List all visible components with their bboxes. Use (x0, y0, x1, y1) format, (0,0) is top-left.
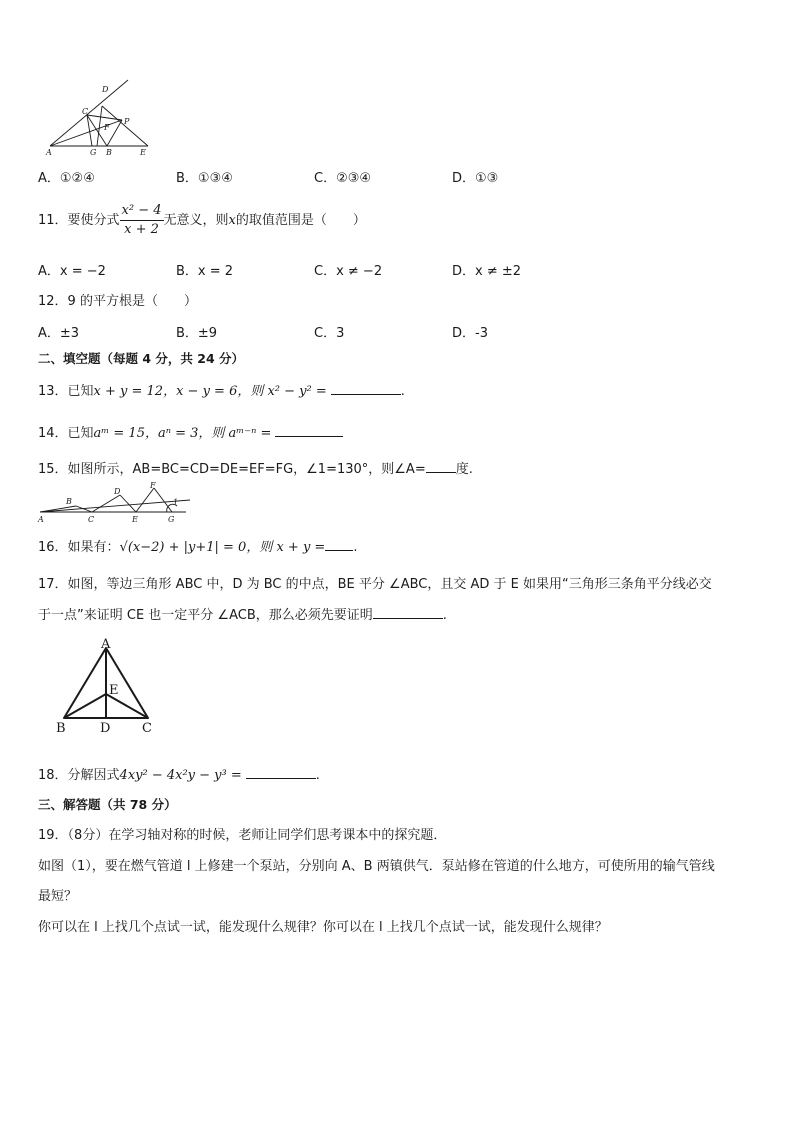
q15-label-c: C (88, 515, 95, 524)
q11-stem (38, 201, 366, 241)
q16-suffix: . (353, 540, 358, 555)
q16-prefix: 16．如果有： (38, 540, 120, 555)
q10-label-p: P (124, 117, 130, 126)
q15-label-f: F (150, 481, 156, 490)
q16-expr: √(x−2) + |y+1| = 0，则 x + y = (119, 540, 326, 555)
q11-denominator: x + 2 (124, 222, 159, 237)
q19-line4: 你可以在 l 上找几个点试一试，能发现什么规律？你可以在 l 上找几个点试一试，能发现什么规律？ (38, 920, 608, 935)
q10-label-a: A (46, 148, 52, 157)
q10-figure (40, 78, 160, 158)
q11-option-d: D．x ≠ ±2 (452, 264, 522, 279)
q17-line2-wrap (38, 604, 447, 623)
q17-figure (54, 636, 164, 736)
q10-label-c: C (82, 107, 89, 116)
q15 (38, 458, 473, 477)
q15-label-g: G (168, 515, 175, 524)
q10-option-a: A．①②④ (38, 171, 95, 186)
q10-option-b: B．①③④ (176, 171, 233, 186)
q17-label-a: A (101, 637, 111, 652)
q16-answer-blank[interactable] (325, 538, 353, 551)
q13 (38, 380, 405, 399)
q17-label-b: B (56, 721, 66, 736)
q13-answer-blank[interactable] (331, 382, 401, 395)
q12-option-d: D．-3 (452, 326, 488, 341)
q18-expr: 4xy² − 4x²y − y³ = (119, 768, 242, 783)
q15-label-d: D (114, 487, 121, 496)
q13-expr: x + y = 12，x − y = 6，则 x² − y² = (93, 384, 327, 399)
q10-label-d: D (102, 85, 109, 94)
q11-option-a: A．x = −2 (38, 264, 106, 279)
q11-fraction (120, 202, 164, 239)
q19-line1: 19．（8分）在学习轴对称的时候，老师让同学们思考课本中的探究题． (38, 828, 447, 843)
q15-figure (36, 480, 196, 526)
q11-numerator: x² − 4 (120, 202, 164, 221)
q17-line1: 17．如图，等边三角形 ABC 中，D 为 BC 的中点，BE 平分 ∠ABC，且交 AD 于 E 如果用“三角形三条角平分线必交 (38, 577, 712, 592)
q17-label-e: E (109, 683, 119, 698)
q11-var: x (228, 213, 236, 228)
q11-stem-rest-1: 无意义，则 (163, 213, 229, 228)
q14-prefix: 14．已知 (38, 426, 94, 441)
q15-label-1: 1 (173, 498, 179, 507)
q15-answer-blank[interactable] (426, 460, 456, 473)
q18-suffix: . (315, 768, 320, 783)
q10-label-g: G (90, 148, 97, 157)
q10-label-f: F (104, 123, 110, 132)
q12-stem: 12．9 的平方根是（ ） (38, 294, 197, 309)
q10-label-b: B (106, 148, 112, 157)
q17-suffix: . (442, 608, 447, 623)
q10-label-e: E (140, 148, 146, 157)
q15-suffix: 度. (455, 462, 473, 477)
q18-answer-blank[interactable] (246, 766, 316, 779)
q13-suffix: . (400, 384, 405, 399)
q19-line3: 最短？ (38, 889, 78, 904)
section-3-heading: 三、解答题（共 78 分） (38, 797, 177, 812)
q11-option-c: C．x ≠ −2 (314, 264, 383, 279)
q12-option-a: A．±3 (38, 326, 80, 341)
q12-option-c: C．3 (314, 326, 345, 341)
q15-label-b: B (66, 497, 72, 506)
q14 (38, 422, 343, 441)
q16 (38, 536, 357, 555)
q17-line2: 于一点”来证明 CE 也一定平分 ∠ACB，那么必须先要证明 (38, 608, 373, 623)
q13-prefix: 13．已知 (38, 384, 94, 399)
q17-label-d: D (100, 721, 111, 736)
q17-label-c: C (142, 721, 152, 736)
q11-option-b: B．x = 2 (176, 264, 234, 279)
q15-label-a: A (38, 515, 44, 524)
q17-answer-blank[interactable] (373, 606, 443, 619)
q15-stem: 15．如图所示，AB=BC=CD=DE=EF=FG，∠1=130°，则∠A= (38, 462, 426, 477)
q10-option-d: D．①③ (452, 171, 499, 186)
q10-option-c: C．②③④ (314, 171, 372, 186)
q18-prefix: 18．分解因式 (38, 768, 120, 783)
q14-answer-blank[interactable] (275, 424, 343, 437)
q15-label-e: E (132, 515, 138, 524)
q11-stem-rest-2: 的取值范围是（ ） (235, 213, 366, 228)
q19-line2: 如图（1），要在燃气管道 l 上修建一个泵站，分别向 A、B 两镇供气．泵站修在管道的什么地方，可使所用的输气管线 (38, 859, 715, 874)
q14-expr: aᵐ = 15，aⁿ = 3，则 aᵐ⁻ⁿ = (93, 426, 272, 441)
section-2-heading: 二、填空题（每题 4 分，共 24 分） (38, 351, 245, 366)
q12-option-b: B．±9 (176, 326, 218, 341)
q18 (38, 764, 320, 783)
q11-number: 11．要使分式 (38, 213, 120, 228)
